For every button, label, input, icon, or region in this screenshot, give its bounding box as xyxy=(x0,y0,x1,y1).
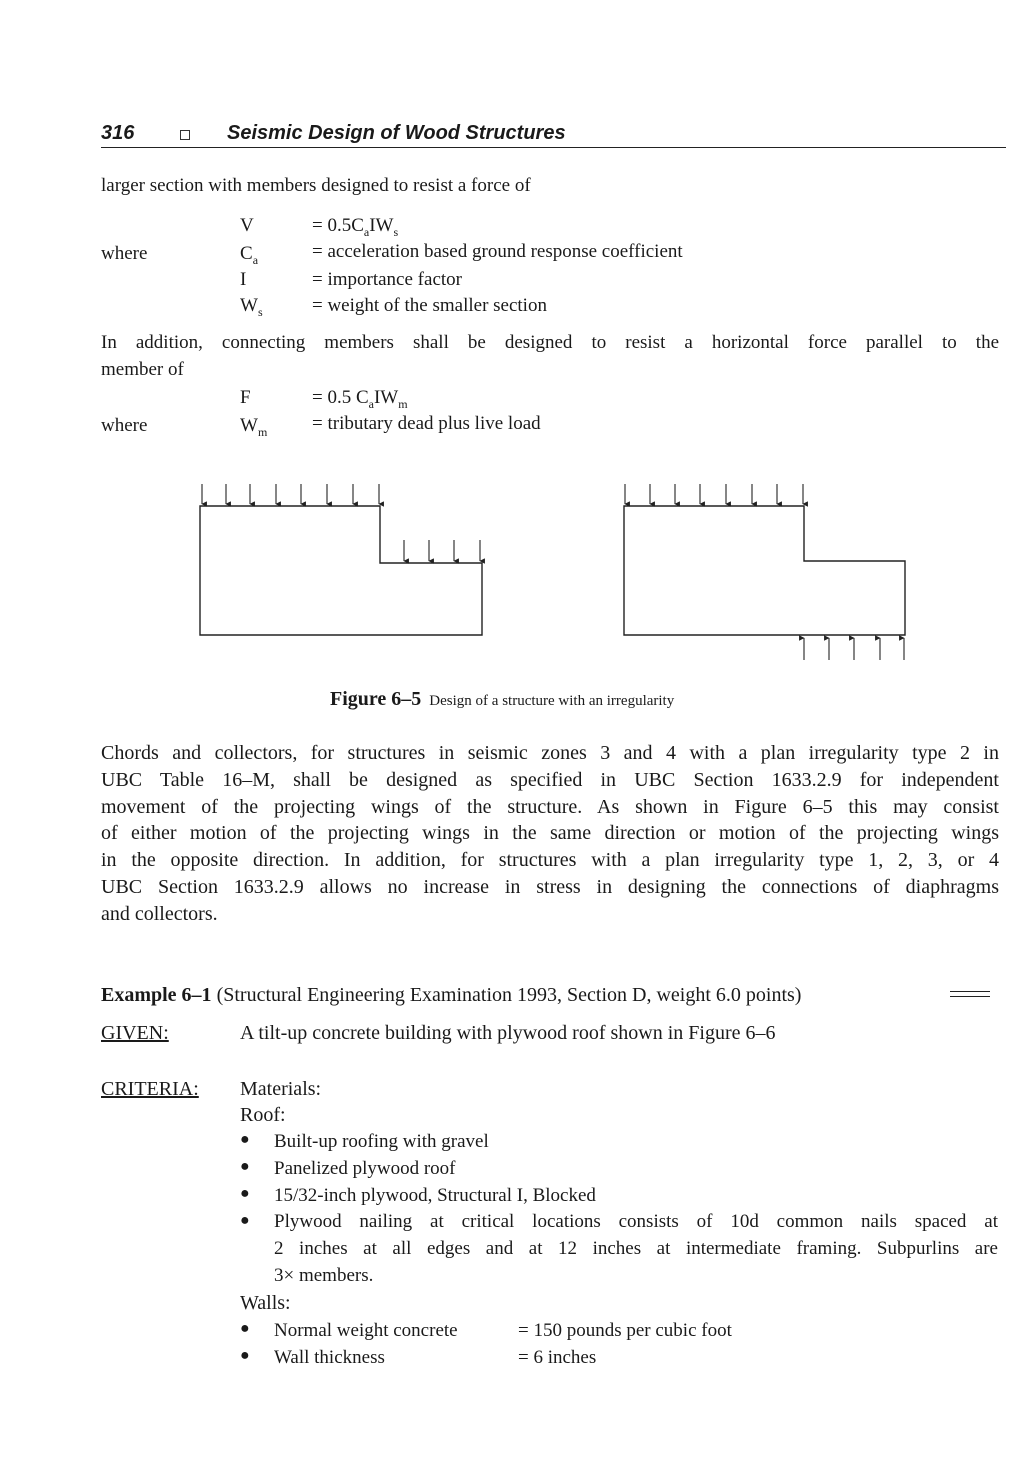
para3-line: and collectors. xyxy=(101,902,218,925)
bullet-icon: ● xyxy=(240,1212,250,1229)
eq1-lhs-ca: $C_a$ xyxy=(240,243,259,267)
para3-line: UBC Section 1633.2.9 allows no increase in stress in designing the connections of diaphragms xyxy=(101,875,999,898)
example-double-rule xyxy=(950,991,990,997)
eq2-lhs-f: F xyxy=(240,387,251,408)
right-structure-outline xyxy=(624,506,905,635)
load-arrows xyxy=(202,484,904,660)
para3-line: of either motion of the projecting wings in the same direction or motion of the projecting wings xyxy=(101,822,999,845)
roof-item: Panelized plywood roof xyxy=(274,1158,456,1179)
wall-item-value: = 150 pounds per cubic foot xyxy=(518,1320,732,1341)
materials-heading: Materials: xyxy=(240,1078,322,1100)
para3-line: in the opposite direction. In addition, for structures with a plan irregularity type 1, 2, 3, or 4 xyxy=(101,849,999,872)
para2-line1: In addition, connecting members shall be designed to resist a horizontal force parallel to the xyxy=(101,332,999,353)
wall-item-name: Normal weight concrete xyxy=(274,1320,458,1341)
eq1-rhs-ca: = acceleration based ground response coefficient xyxy=(312,241,683,262)
nailing-line: Plywood nailing at critical locations consists of 10d common nails spaced at xyxy=(274,1211,998,1232)
figure-caption-text: Design of a structure with an irregularity xyxy=(429,693,675,709)
roof-item: 15/32-inch plywood, Structural I, Blocked xyxy=(274,1185,596,1206)
given-text: A tilt-up concrete building with plywood roof shown in Figure 6–6 xyxy=(240,1022,776,1044)
para3-line: Chords and collectors, for structures in seismic zones 3 and 4 with a plan irregularity type 2 in xyxy=(101,742,999,764)
eq1-rhs-v: = $0.5C_aIW_s$ xyxy=(312,215,399,239)
eq1-rhs-ws: = weight of the smaller section xyxy=(312,295,547,316)
eq2-rhs-wm: = tributary dead plus live load xyxy=(312,413,541,434)
eq2-rhs-f: = 0.5 $C_aIW_m$ xyxy=(312,387,408,411)
criteria-label: CRITERIA: xyxy=(101,1078,199,1100)
intro-text: larger section with members designed to resist a force of xyxy=(101,175,531,196)
running-title: Seismic Design of Wood Structures xyxy=(227,122,566,144)
nailing-line: 3× members. xyxy=(274,1265,374,1286)
paragraph-chords-collectors xyxy=(101,740,999,928)
figure-label: Figure 6–5 xyxy=(330,688,422,710)
wall-item-name: Wall thickness xyxy=(274,1347,385,1368)
bullet-icon: ● xyxy=(240,1320,250,1337)
nailing-line: 2 inches at all edges and at 12 inches at intermediate framing. Subpurlins are xyxy=(274,1238,998,1259)
given-label: GIVEN: xyxy=(101,1022,169,1044)
roof-heading: Roof: xyxy=(240,1104,286,1126)
bullet-icon: ● xyxy=(240,1347,250,1364)
bullet-icon: ● xyxy=(240,1131,250,1148)
eq2-lhs-wm: $W_m$ xyxy=(240,415,268,439)
para2-line2: member of xyxy=(101,358,184,380)
roof-item: Built-up roofing with gravel xyxy=(274,1131,489,1152)
where-label-1: where xyxy=(101,243,148,264)
example-heading xyxy=(101,982,801,1009)
eq1-lhs-ws: $W_s$ xyxy=(240,295,263,319)
figure-caption xyxy=(330,688,674,711)
header-square-icon xyxy=(180,130,190,140)
bullet-icon: ● xyxy=(240,1158,250,1175)
para3-line: UBC Table 16–M, shall be designed as specified in UBC Section 1633.2.9 for independent xyxy=(101,768,999,791)
example-label: Example 6–1 xyxy=(101,984,212,1006)
where-label-2: where xyxy=(101,415,148,436)
nailing-item xyxy=(274,1208,998,1289)
paragraph-connecting-members xyxy=(101,330,999,383)
page-number: 316 xyxy=(101,122,135,144)
example-title: (Structural Engineering Examination 1993, Section D, weight 6.0 points) xyxy=(216,984,802,1006)
figure-6-5-diagram xyxy=(190,470,920,670)
header-rule xyxy=(101,147,1006,148)
eq1-rhs-i: = importance factor xyxy=(312,269,462,290)
wall-item-value: = 6 inches xyxy=(518,1347,597,1368)
left-structure-outline xyxy=(200,506,482,635)
para3-line: movement of the projecting wings of the structure. As shown in Figure 6–5 this may consist xyxy=(101,795,999,818)
bullet-icon: ● xyxy=(240,1185,250,1202)
eq1-lhs-i: I xyxy=(240,269,247,290)
walls-heading: Walls: xyxy=(240,1292,291,1314)
eq1-lhs-v: V xyxy=(240,215,254,236)
